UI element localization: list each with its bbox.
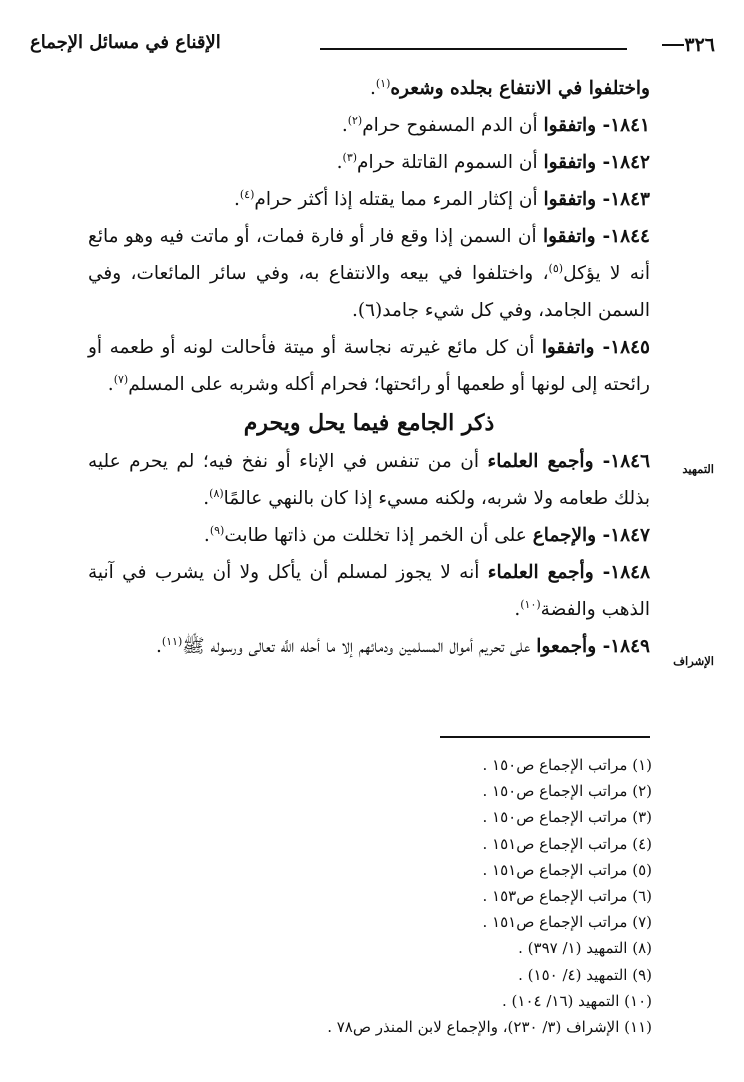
entry-1848 xyxy=(88,554,650,628)
footnote-ref[interactable]: (٨) xyxy=(209,486,224,500)
footnote-3: (٣) مراتب الإجماع ص١٥٠ . xyxy=(482,808,652,827)
footnote-7: (٧) مراتب الإجماع ص١٥١ . xyxy=(482,913,652,932)
footnote-6: (٦) مراتب الإجماع ص١٥٣ . xyxy=(482,887,652,906)
footnote-8: (٨) التمهيد (١/ ٣٩٧) . xyxy=(518,939,652,958)
footnote-ref[interactable]: (٧) xyxy=(113,372,129,386)
entry-text: أن من تنفس في الإناء أو نفخ فيه؛ لم يحرم عليه بذلك طعامه ولا شربه، ولكنه مسيء إذا كان بالنهي عالمًا xyxy=(88,451,650,509)
entry-text: على تحريم أموال المسلمين ودمائهم إلا ما أحله اللَّه تعالى ورسوله ﷺ xyxy=(182,636,537,657)
entry-lead: ١٨٤٦- وأجمع العلماء xyxy=(487,451,651,472)
footnote-4: (٤) مراتب الإجماع ص١٥١ . xyxy=(482,834,652,853)
footnote-9: (٩) التمهيد (٤/ ١٥٠) . xyxy=(518,965,652,984)
footnote-1: (١) مراتب الإجماع ص١٥٠ . xyxy=(482,756,652,774)
footnote-ref[interactable]: (١) xyxy=(375,76,391,90)
entry-1841 xyxy=(88,107,650,144)
footnote-rule xyxy=(440,736,650,738)
entry-text: على أن الخمر إذا تخللت من ذاتها طابت xyxy=(224,525,533,546)
entry-lead: ١٨٤٥- واتفقوا xyxy=(541,337,650,358)
entry-1849 xyxy=(88,628,650,665)
entry-tail: . xyxy=(341,115,348,136)
footnote-ref[interactable]: (٢) xyxy=(347,113,363,127)
footnote-5: (٥) مراتب الإجماع ص١٥١ . xyxy=(482,860,652,879)
entry-text: أن الدم المسفوح حرام xyxy=(362,115,544,136)
footnote-ref[interactable]: (١١) xyxy=(161,634,183,648)
footnote-ref[interactable]: (٩) xyxy=(209,523,225,537)
entry-text: واختلفوا في الانتفاع بجلده وشعره xyxy=(390,78,650,99)
running-header xyxy=(30,30,715,64)
entry-1840-continuation xyxy=(88,70,650,107)
side-label-tamhid: التمهيد xyxy=(682,462,714,476)
entry-tail: . xyxy=(155,636,162,657)
footnote-ref[interactable]: (٥) xyxy=(548,261,564,275)
side-label-ishraf: الإشراف xyxy=(673,654,714,668)
main-text xyxy=(88,70,650,665)
footnote-10: (١٠) التمهيد (١٦/ ١٠٤) . xyxy=(502,991,652,1010)
entry-tail: . xyxy=(233,189,240,210)
entry-1842 xyxy=(88,144,650,181)
footnotes xyxy=(92,752,652,1040)
entry-lead: ١٨٤٣- واتفقوا xyxy=(543,189,650,210)
entry-1845 xyxy=(88,329,650,403)
entry-lead: ١٨٤١- واتفقوا xyxy=(543,115,650,136)
entry-lead: ١٨٤٢- واتفقوا xyxy=(543,152,650,173)
footnote-2: (٢) مراتب الإجماع ص١٥٠ . xyxy=(482,782,652,801)
entry-tail: . xyxy=(203,488,210,509)
entry-text: أن إكثار المرء مما يقتله إذا أكثر حرام xyxy=(254,189,544,210)
header-dash xyxy=(662,44,684,46)
entry-text: أنه لا يجوز لمسلم أن يأكل ولا أن يشرب في آنية الذهب والفضة xyxy=(88,562,650,620)
entry-tail: . xyxy=(107,374,114,395)
entry-text: أن كل مائع غيرته نجاسة أو ميتة فأحالت لونه أو طعمه أو رائحته إلى لونها أو طعمها أو رائحتها؛ فحرام أكله وشربه على المسلم xyxy=(88,337,650,395)
page-number-group xyxy=(656,34,715,56)
entry-lead: ١٨٤٨- وأجمع العلماء xyxy=(487,562,651,583)
section-heading: ذكر الجامع فيما يحل ويحرم xyxy=(243,410,495,436)
entry-lead: ١٨٤٧- والإجماع xyxy=(532,525,650,546)
footnote-ref[interactable]: (١٠) xyxy=(520,597,541,611)
entry-text: أن السموم القاتلة حرام xyxy=(357,152,544,173)
entry-tail: . xyxy=(514,599,521,620)
footnote-ref[interactable]: (٣) xyxy=(342,150,358,164)
book-title: الإقناع في مسائل الإجماع xyxy=(30,32,221,53)
footnote-ref[interactable]: (٤) xyxy=(239,187,255,201)
entry-tail: . xyxy=(203,525,210,546)
entry-lead: ١٨٤٤- واتفقوا xyxy=(542,226,650,247)
footnote-11: (١١) الإشراف (٣/ ٢٣٠)، والإجماع لابن المنذر ص٧٨ . xyxy=(327,1018,652,1037)
entry-tail: ، واختلفوا في بيعه والانتفاع به، وفي سائر المائعات، وفي السمن الجامد، وفي كل شيء جامد(٦). xyxy=(88,263,650,321)
entry-1843 xyxy=(88,181,650,218)
header-rule xyxy=(320,48,627,50)
entry-lead: ١٨٤٩- وأجمعوا xyxy=(536,636,650,657)
entry-tail: . xyxy=(336,152,343,173)
entry-1847 xyxy=(88,517,650,554)
entry-tail: . xyxy=(369,78,376,99)
entry-1846 xyxy=(88,443,650,517)
page-number: ٣٢٦ xyxy=(684,34,715,56)
entry-1844 xyxy=(88,218,650,329)
entry-text: أن السمن إذا وقع فار أو فارة فمات، أو ماتت فيه وهو مائع أنه لا يؤكل xyxy=(88,226,650,284)
